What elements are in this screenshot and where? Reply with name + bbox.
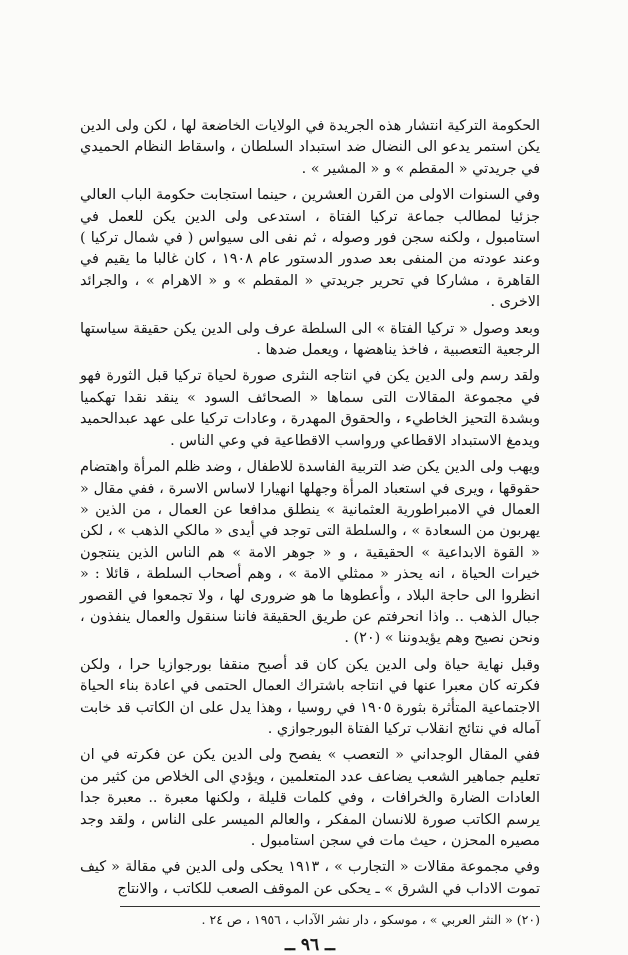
paragraph: ولقد رسم ولى الدين يكن في انتاجه النثرى صورة لحياة تركيا قبل الثورة فهو في مجموعة المقالات التى سماها « الصحائف السود » ينقد نقدا تهكميا وبشدة التحيز الخاطيء ، والحقوق المهدرة ، وعادات تركيا على عهد عبدالحميد ويدمغ الاستبداد الاقطاعي ورواسب الاقطاعية في وعي الناس . — [80, 368, 540, 449]
footnote: (٢٠) « النثر العربي » ، موسكو ، دار نشر الآداب ، ١٩٥٦ ، ص ٢٤ . — [201, 912, 540, 928]
body-text — [80, 116, 540, 900]
page-number: ــ ٩٦ ــ — [284, 935, 336, 955]
footnote-divider — [120, 906, 540, 907]
paragraph: ففي المقال الوجداني « التعصب » يفصح ولى الدين يكن عن فكرته في ان تعليم جماهير الشعب يضاعف عدد المتعلمين ، ويؤدي الى الخلاص من كثير من العادات الضارة والخرافات ، وفي كلمات قليلة ، ولكنها معبرة .. معبرة جدا يرسم الكاتب صورة للانسان المفكر ، والعالم الميسر على الناس ، ولقد وجد مصيره المحزن ، حيث مات في سجن استامبول . — [80, 747, 540, 849]
paragraph: ويهب ولى الدين يكن ضد التربية الفاسدة للاطفال ، وضد ظلم المرأة واهتضام حقوقها ، ويرى في استعباد المرأة وجهلها انهيارا لاساس الاسرة ، ففي مقال « العمال في الامبراطورية العثمانية » ينطلق مدافعا عن العمال ، من الذين « يهربون من السعادة » ، والسلطة التى توجد في أيدى « مالكي الذهب » ، لكن « القوة الابداعية » الحقيقية ، و « جوهر الامة » هم الناس الذين ينتجون خيرات الحياة ، انه يحذر « ممثلي الامة » ، وهم أصحاب السلطة ، قائلا : « انظروا الى حاجة البلاد ، وأعطوها ما هو ضرورى لها ، ولا تجمعوا في القصور جبال الذهب .. واذا انحرفتم عن طريق الحقيقة فاننا سنقول والعمال ينفذون ، ونحن نصيح وهم يؤيدوننا » (٢٠) . — [80, 459, 540, 647]
paragraph: وقبل نهاية حياة ولى الدين يكن كان قد أصبح منقفا بورجوازيا حرا ، ولكن فكرته كان معبرا عنها في انتاجه باشتراك العمال الحتمى في اعادة بناء الحياة الاجتماعية المتأثرة بثورة ١٩٠٥ في روسيا ، وهذا يدل على ان الكاتب قد خابت آماله في نتائج انقلاب تركيا الفتاة البورجوازي . — [80, 656, 540, 737]
paragraph: الحكومة التركية انتشار هذه الجريدة في الولايات الخاضعة لها ، لكن ولى الدين يكن استمر يدعو الى النضال ضد استبداد السلطان ، واسقاط النظام الحميدي في جريدتي « المقطم » و « المشير » . — [80, 118, 540, 177]
paragraph: وفي مجموعة مقالات « التجارب » ، ١٩١٣ يحكى ولى الدين في مقالة « كيف تموت الاداب في الشرق » ـ يحكى عن الموقف الصعب للكاتب ، والانتاج — [80, 859, 540, 897]
paragraph: وفي السنوات الاولى من القرن العشرين ، حينما استجابت حكومة الباب العالي جزئيا لمطالب جماعة تركيا الفتاة ، استدعى ولى الدين يكن للعمل في استامبول ، ولكنه سجن فور وصوله ، ثم نفى الى سيواس ( في شمال تركيا ) وعند عودته من المنفى بعد صدور الدستور عام ١٩٠٨ ، كان غالبا ما يقيم في القاهرة ، مشاركا في تحرير جريدتي « المقطم » و « الاهرام » ، والجرائد الاخرى . — [80, 187, 540, 311]
paragraph: وبعد وصول « تركيا الفتاة » الى السلطة عرف ولى الدين يكن حقيقة سياستها الرجعية التعصبية ، فاخذ يناهضها ، ويعمل ضدها . — [80, 320, 540, 359]
